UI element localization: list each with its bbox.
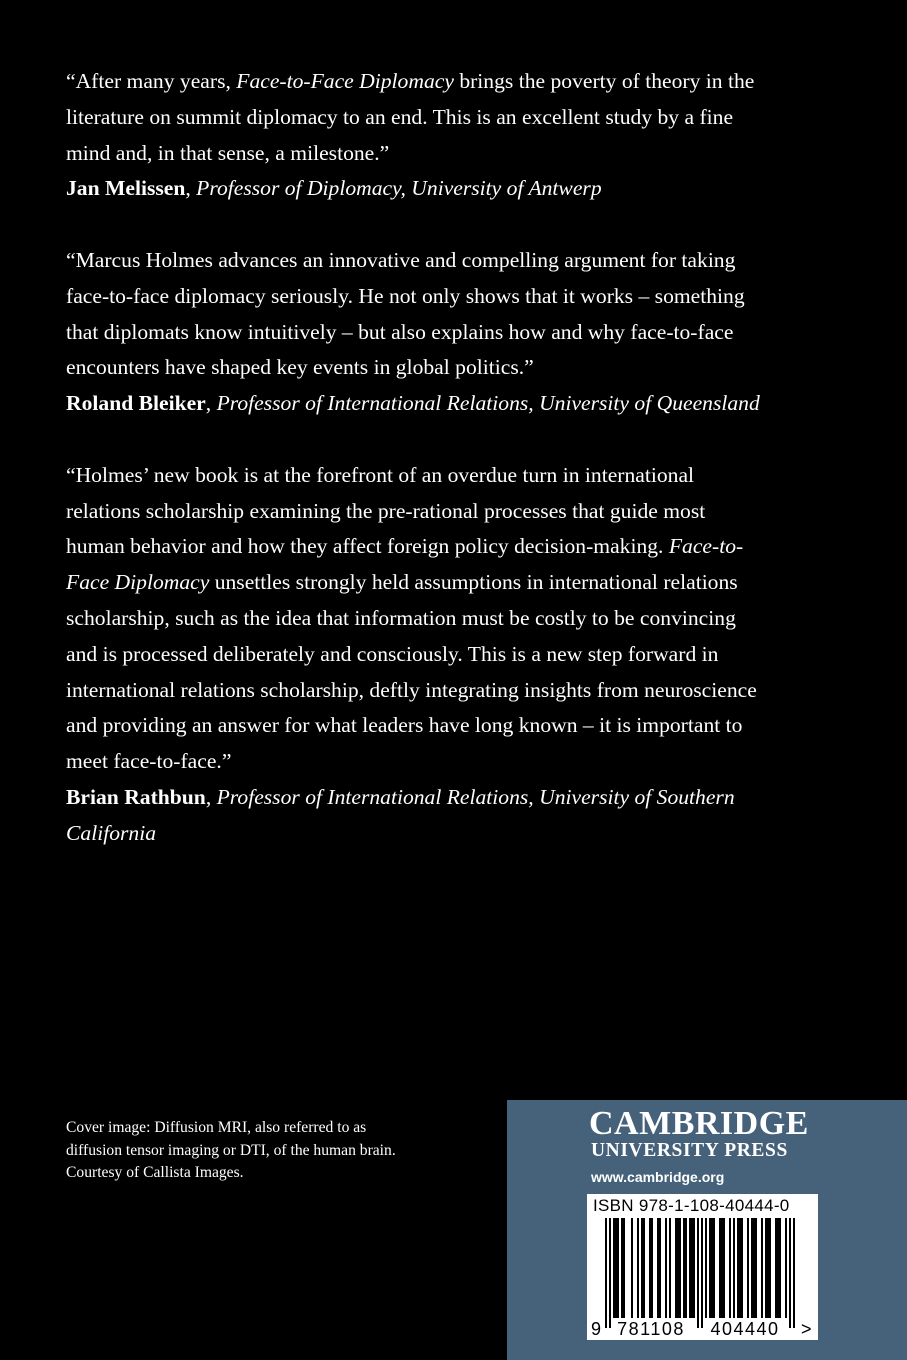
barcode-bar xyxy=(659,1218,661,1318)
barcode-bar xyxy=(685,1218,687,1318)
barcode-bar xyxy=(775,1218,777,1318)
barcode-bar xyxy=(691,1218,693,1318)
book-title-italic: Face-to-Face Diplomacy xyxy=(236,69,454,93)
barcode-guard-bar xyxy=(609,1218,611,1328)
endorser-title: Professor of Diplomacy, University of Antwerp xyxy=(196,176,602,201)
barcode-bar xyxy=(689,1218,691,1318)
barcode-guard-bar xyxy=(605,1218,607,1328)
barcode-bar xyxy=(767,1218,769,1318)
barcode-bar xyxy=(649,1218,651,1318)
quote-text: “Holmes’ new book is at the forefront of an overdue turn in international relations scholarship examining the pre-rational processes that guide most human behavior and how they affect foreign policy decision-making. Face-to-Face Diplomacy unsettles strongly held assumptions in international relations scholarship, such as the idea that information must be costly to be convincing and is processed deliberately and consciously. This is a new step forward in international relations scholarship, deftly integrating insights from neuroscience and providing an answer for what leaders have long known – it is important to meet face-to-face.” xyxy=(66,462,757,774)
barcode-bar xyxy=(761,1218,763,1318)
attribution: Brian Rathbun, Professor of International Relations, University of Southern California xyxy=(66,784,735,845)
isbn-label: ISBN 978-1-108-40444-0 xyxy=(593,1196,790,1215)
barcode-guard-bar xyxy=(793,1218,795,1328)
endorser-title: Professor of International Relations, University of Queensland xyxy=(216,391,760,416)
barcode-bar xyxy=(665,1218,667,1318)
barcode-bar xyxy=(693,1218,695,1318)
barcode-bar xyxy=(753,1218,755,1318)
barcode-bar xyxy=(613,1218,615,1318)
barcode-quiet-mark: > xyxy=(801,1319,812,1339)
endorser-title: Professor of International Relations, University of Southern California xyxy=(66,784,735,845)
quote-text: “Marcus Holmes advances an innovative and compelling argument for taking face-to-face diplomacy seriously. He not only shows that it works – something that diplomats know intuitively – but also explains how and why face-to-face encounters have shaped key events in global politics.” xyxy=(66,247,745,380)
publisher-url: www.cambridge.org xyxy=(591,1169,725,1185)
endorser-name: Brian Rathbun xyxy=(66,784,206,809)
barcode-bar xyxy=(683,1218,685,1318)
barcode-bar xyxy=(675,1218,677,1318)
endorsements xyxy=(66,64,766,887)
barcode-bar xyxy=(641,1218,643,1318)
barcode-bar xyxy=(643,1218,645,1318)
attribution: Jan Melissen, Professor of Diplomacy, University of Antwerp xyxy=(66,176,602,201)
barcode-bar xyxy=(751,1218,753,1318)
barcode-left-digits: 781108 xyxy=(617,1319,685,1339)
barcode-bar xyxy=(729,1218,731,1318)
barcode-bar xyxy=(657,1218,659,1318)
barcode-graphic xyxy=(587,1194,818,1340)
barcode-bar xyxy=(785,1218,787,1318)
barcode-bar xyxy=(779,1218,781,1318)
barcode-bar xyxy=(621,1218,623,1318)
barcode-bar xyxy=(769,1218,771,1318)
barcode-bar xyxy=(709,1218,711,1318)
barcode-bar xyxy=(765,1218,767,1318)
barcode-bar xyxy=(719,1218,721,1318)
barcode-bars xyxy=(605,1218,795,1328)
barcode-bar xyxy=(637,1218,639,1318)
barcode-bar xyxy=(747,1218,749,1318)
barcode-bar xyxy=(713,1218,715,1318)
barcode-guard-bar xyxy=(697,1218,699,1328)
barcode-bar xyxy=(737,1218,739,1318)
barcode-first-digit: 9 xyxy=(591,1319,602,1339)
barcode-right-digits: 404440 xyxy=(710,1319,780,1339)
cover-image-credit: Cover image: Diffusion MRI, also referred to as diffusion tensor imaging or DTI, of the human brain. Courtesy of Callista Images. xyxy=(66,1119,396,1181)
barcode-bar xyxy=(739,1218,741,1318)
quote-text: “After many years, Face-to-Face Diplomacy brings the poverty of theory in the literature on summit diplomacy to an end. This is an excellent study by a fine mind and, in that sense, a milestone.” xyxy=(66,69,755,165)
barcode-bar xyxy=(651,1218,653,1318)
book-title-italic: Face-to-Face Diplomacy xyxy=(66,534,744,595)
endorsement-melissen xyxy=(66,64,766,207)
barcode-bar xyxy=(741,1218,743,1318)
barcode-bar xyxy=(777,1218,779,1318)
publisher-subname: UNIVERSITY PRESS xyxy=(591,1140,788,1161)
barcode-bar xyxy=(755,1218,757,1318)
barcode-bar xyxy=(631,1218,633,1318)
isbn-barcode xyxy=(587,1194,818,1340)
endorsement-bleiker xyxy=(66,243,766,422)
barcode-bar xyxy=(721,1218,723,1318)
publisher-panel xyxy=(507,1100,907,1360)
attribution: Roland Bleiker, Professor of International Relations, University of Queensland xyxy=(66,391,760,416)
barcode-bar xyxy=(669,1218,671,1318)
barcode-guard-bar xyxy=(789,1218,791,1328)
barcode-bar xyxy=(723,1218,725,1318)
barcode-bar xyxy=(677,1218,679,1318)
barcode-bar xyxy=(705,1218,707,1318)
barcode-bar xyxy=(679,1218,681,1318)
barcode-bar xyxy=(617,1218,619,1318)
barcode-bar xyxy=(733,1218,735,1318)
endorsement-rathbun xyxy=(66,458,766,852)
barcode-bar xyxy=(623,1218,625,1318)
barcode-bar xyxy=(711,1218,713,1318)
publisher-logo: CAMBRIDGE xyxy=(589,1105,809,1142)
barcode-bar xyxy=(615,1218,617,1318)
endorser-name: Jan Melissen xyxy=(66,176,186,201)
endorser-name: Roland Bleiker xyxy=(66,391,206,416)
barcode-guard-bar xyxy=(701,1218,703,1328)
